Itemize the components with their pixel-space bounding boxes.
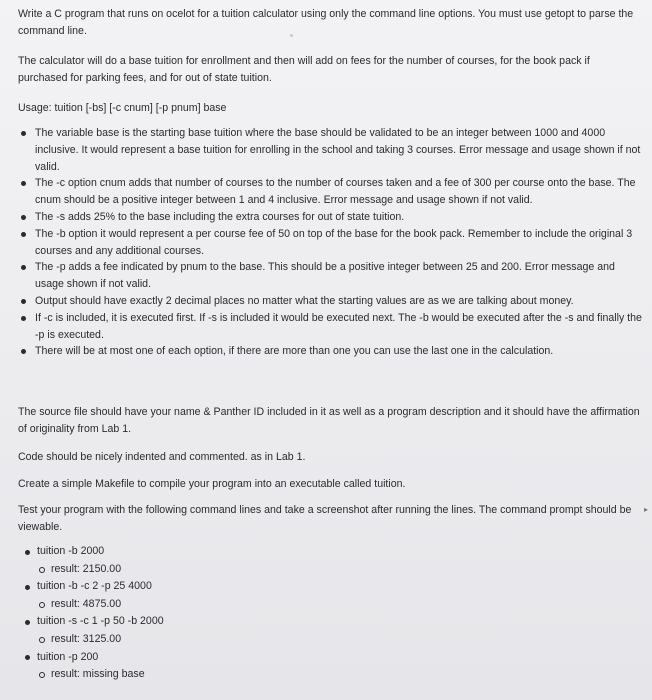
test-item xyxy=(22,543,422,578)
test-result: result: 3125.00 xyxy=(37,631,422,649)
usage-line: Usage: tuition [-bs] [-c cnum] [-p pnum] base xyxy=(18,102,227,114)
test-command: tuition -s -c 1 -p 50 -b 2000 xyxy=(37,615,164,628)
test-result: result: missing base xyxy=(37,666,422,684)
test-item xyxy=(22,649,422,684)
rule-item: The -c option cnum adds that number of courses to the number of courses taken and a fee of 300 per course onto the base. The cnum should be a positive integer between 1 and 4 inclusive. Error message and usage shown if not valid. xyxy=(18,175,642,209)
test-command: tuition -b -c 2 -p 25 4000 xyxy=(37,580,152,593)
speck-mark xyxy=(290,34,293,37)
rule-item: The -b option it would represent a per course fee of 50 on top of the base for the book pack. Remember to include the original 3 courses and any additional courses. xyxy=(18,226,642,260)
source-file-paragraph: The source file should have your name & Panther ID included in it as well as a program description and it should have the affirmation of originality from Lab 1. xyxy=(18,406,640,435)
rule-item: The -p adds a fee indicated by pnum to the base. This should be a positive integer between 25 and 200. Error message and usage shown if not valid. xyxy=(18,259,642,293)
rule-item: The -s adds 25% to the base including the extra courses for out of state tuition. xyxy=(18,209,642,226)
scroll-arrow-icon: ▸ xyxy=(643,505,648,514)
test-item xyxy=(22,578,422,613)
rule-item: The variable base is the starting base tuition where the base should be validated to be an integer between 1000 and 4000 inclusive. It would represent a base tuition for enrolling in the school and taking 3 courses. Error message and usage shown if not valid. xyxy=(18,125,642,175)
test-result: result: 4875.00 xyxy=(37,596,422,614)
test-list xyxy=(22,543,422,684)
makefile-paragraph: Create a simple Makefile to compile your program into an executable called tuition. xyxy=(18,478,406,490)
indent-paragraph: Code should be nicely indented and commented. as in Lab 1. xyxy=(18,451,306,463)
rule-item: If -c is included, it is executed first. If -s is included it would be executed next. The -b would be executed after the -s and finally the -p is executed. xyxy=(18,310,642,344)
test-paragraph: Test your program with the following command lines and take a screenshot after running the lines. The command prompt should be viewable. xyxy=(18,504,632,533)
test-item xyxy=(22,613,422,648)
test-command: tuition -p 200 xyxy=(37,650,99,663)
test-result: result: 2150.00 xyxy=(37,561,422,579)
rule-item: Output should have exactly 2 decimal places no matter what the starting values are as we are talking about money. xyxy=(18,293,642,310)
rule-item: There will be at most one of each option, if there are more than one you can use the last one in the calculation. xyxy=(18,343,642,360)
rules-list xyxy=(18,125,642,360)
test-command: tuition -b 2000 xyxy=(37,545,105,557)
description-paragraph: The calculator will do a base tuition for enrollment and then will add on fees for the number of courses, for the book pack if purchased for parking fees, and for out of state tuition. xyxy=(18,55,590,84)
intro-paragraph: Write a C program that runs on ocelot for a tuition calculator using only the command line options. You must use getopt to parse the command line. xyxy=(18,8,634,37)
